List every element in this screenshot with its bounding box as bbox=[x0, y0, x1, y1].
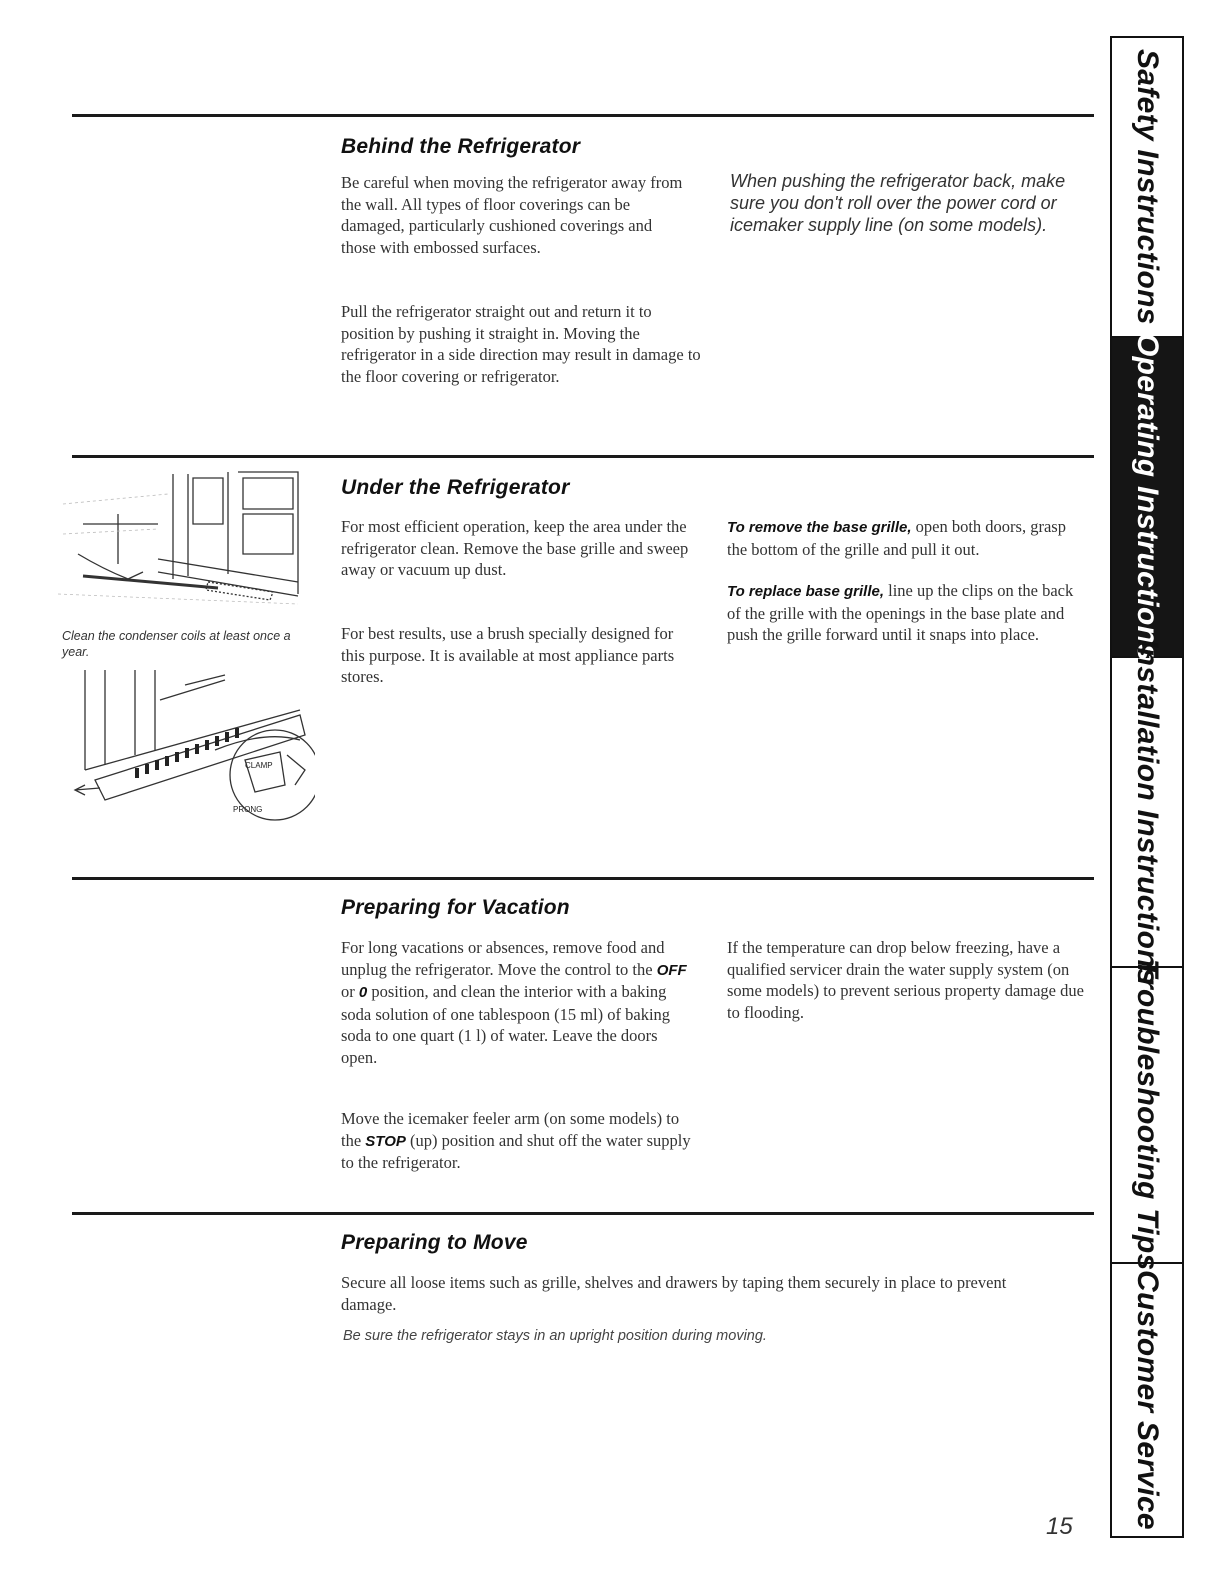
replace-grille-instructions bbox=[727, 580, 1087, 646]
condenser-cleaning-illustration bbox=[58, 464, 308, 624]
vacation-freezing-warning: If the temperature can drop below freezing, have a qualified servicer drain the water supply system (on some models) to prevent serious property damage due to flooding. bbox=[727, 938, 1084, 1022]
vacation-text: or bbox=[341, 982, 359, 1001]
prong-label: PRONG bbox=[233, 805, 263, 814]
base-grille-illustration bbox=[65, 660, 315, 830]
section-title-under: Under the Refrigerator bbox=[341, 476, 570, 499]
vacation-text: (up) position and shut off the water supply to the refrigerator. bbox=[341, 1130, 691, 1172]
section-tabs bbox=[1110, 36, 1184, 1538]
tab-label: Customer Service bbox=[1131, 1270, 1164, 1530]
tab-safety-instructions[interactable] bbox=[1112, 38, 1182, 338]
behind-paragraph-1: Be careful when moving the refrigerator away from the wall. All types of floor coverings can be damaged, particularly cushioned coverings and those with embossed surfaces. bbox=[341, 173, 683, 257]
vacation-text: Move the icemaker feeler arm (on some models) to the bbox=[341, 1109, 680, 1150]
remove-grille-text: open both doors, grasp the bottom of the grille and pull it out. bbox=[727, 517, 1066, 559]
remove-grille-label: To remove the base grille, bbox=[727, 519, 912, 536]
section-divider bbox=[72, 877, 1094, 880]
tab-label: Safety Instructions bbox=[1131, 49, 1164, 325]
zero-setting: 0 bbox=[358, 984, 368, 1001]
page-number: 15 bbox=[1046, 1513, 1073, 1540]
replace-grille-label: To replace base grille, bbox=[727, 583, 885, 600]
tab-operating-instructions[interactable] bbox=[1112, 332, 1182, 662]
section-title-behind: Behind the Refrigerator bbox=[341, 135, 581, 158]
remove-grille-instructions bbox=[727, 516, 1087, 560]
section-title-move: Preparing to Move bbox=[341, 1231, 528, 1254]
section-divider bbox=[72, 1212, 1094, 1215]
section-title-vacation: Preparing for Vacation bbox=[341, 896, 570, 919]
tab-label: Troubleshooting Tips bbox=[1131, 959, 1164, 1271]
tab-troubleshooting-tips[interactable] bbox=[1112, 959, 1182, 1271]
vacation-text: For long vacations or absences, remove food and unplug the refrigerator. Move the control to the bbox=[341, 938, 665, 979]
section-divider bbox=[72, 455, 1094, 458]
tab-installation-instructions[interactable] bbox=[1112, 639, 1182, 985]
move-paragraph: Secure all loose items such as grille, shelves and drawers by taping them securely in place to prevent damage. bbox=[341, 1273, 1007, 1314]
section-divider bbox=[72, 114, 1094, 117]
tab-customer-service[interactable] bbox=[1112, 1264, 1182, 1536]
behind-warning: When pushing the refrigerator back, make sure you don't roll over the power cord or icemaker supply line (on some models). bbox=[730, 171, 1066, 235]
vacation-paragraph-1 bbox=[341, 937, 691, 1068]
replace-grille-text: line up the clips on the back of the grille with the openings in the base plate and push the grille forward until it snaps into place. bbox=[727, 581, 1074, 644]
behind-paragraph-2: Pull the refrigerator straight out and return it to position by pushing it straight in. Moving the refrigerator in a side direction may result in damage to the floor covering or refrigerator. bbox=[341, 302, 701, 386]
vacation-text: position, and clean the interior with a baking soda solution of one tablespoon (15 ml) of baking soda to one quart (1 l) of water. Leave the doors open. bbox=[341, 982, 671, 1067]
under-paragraph-2: For best results, use a brush specially designed for this purpose. It is available at most appliance parts stores. bbox=[341, 624, 675, 686]
under-paragraph-1: For most efficient operation, keep the area under the refrigerator clean. Remove the base grille and sweep away or vacuum up dust. bbox=[341, 517, 689, 579]
off-setting: OFF bbox=[656, 961, 687, 979]
vacation-paragraph-2 bbox=[341, 1108, 701, 1174]
tab-label: Installation Instructions bbox=[1131, 639, 1164, 985]
move-note: Be sure the refrigerator stays in an upright position during moving. bbox=[343, 1328, 767, 1344]
condenser-caption: Clean the condenser coils at least once a year. bbox=[62, 629, 291, 659]
clamp-label: CLAMP bbox=[245, 761, 273, 770]
stop-setting: STOP bbox=[365, 1132, 406, 1150]
tab-label: Operating Instructions bbox=[1131, 332, 1164, 662]
